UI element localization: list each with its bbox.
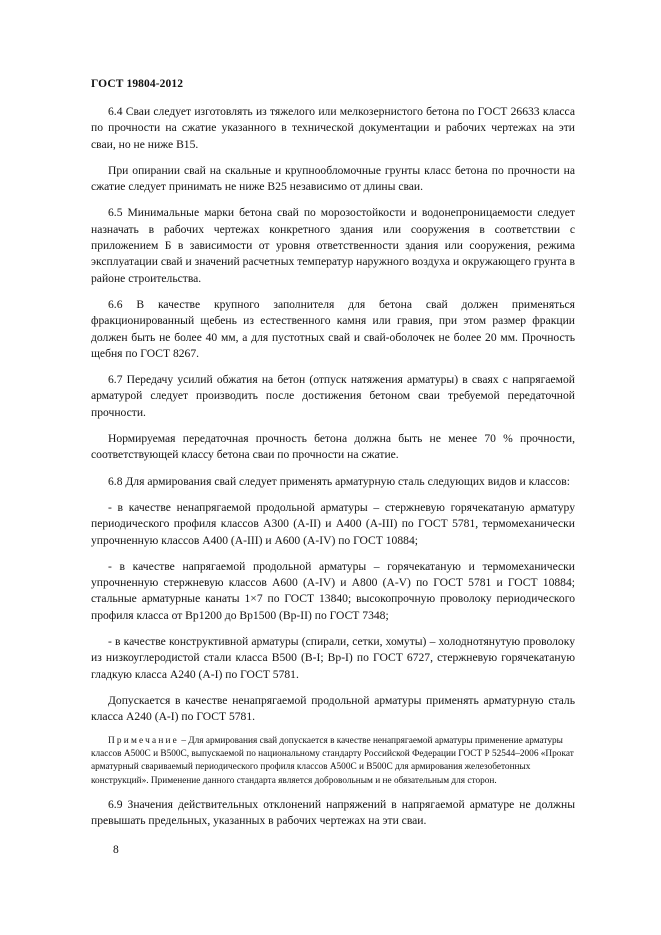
list-item-non-prestressed: - в качестве ненапрягаемой продольной арматуры – стержневую горячекатаную арматуру периодического профиля классов А300 (А-II) и А400 (А-III) по ГОСТ 5781, термомеханически упрочненную классов А400 (А-III) и А600 (А-IV) по ГОСТ 10884; <box>91 500 575 547</box>
paragraph-6-5: 6.5 Минимальные марки бетона свай по морозостойкости и водонепроницаемости следует назначать в рабочих чертежах конкретного здания или сооружения в соответствии с приложением Б в зависимости от уровня ответственности здания или сооружения, режима эксплуатации свай и значений расчетных температур наружного воздуха и окружающего грунта в районе строительства. <box>91 206 575 285</box>
paragraph-6-9: 6.9 Значения действительных отклонений напряжений в напрягаемой арматуре не должны превышать предельных, указанных в рабочих чертежах на эти сваи. <box>91 798 575 828</box>
note-text: – Для армирования свай допускается в качестве ненапрягаемой арматуры применение арматуры классов А500С и В500С, выпускаемой по национальному стандарту Российской Федерации ГОСТ Р 52544–2006 «Прокат арматурный свариваемый периодического профиля классов А500С и В500С для армирования железобетонных конструкций». Применение данного стандарта является добровольным и не обязательным для сторон. <box>91 735 574 786</box>
document-body <box>91 104 575 840</box>
paragraph-6-7: 6.7 Передачу усилий обжатия на бетон (отпуск натяжения арматуры) в сваях с напрягаемой арматурой следует производить после достижения бетоном сваи требуемой передаточной прочности. <box>91 373 575 419</box>
note <box>91 735 575 789</box>
paragraph-6-6: 6.6 В качестве крупного заполнителя для бетона свай должен применяться фракционированный щебень из естественного камня или гравия, при этом размер фракции должен быть не более 40 мм, а для пустотных свай и свай-оболочек не более 20 мм. Прочность щебня по ГОСТ 8267. <box>91 297 575 360</box>
page-number: 8 <box>113 844 119 856</box>
note-label: Примечание <box>108 735 179 746</box>
list-item-structural: - в качестве конструктивной арматуры (спирали, сетки, хомуты) – холоднотянутую проволоку из низкоуглеродистой стали класса В500 (В-I; Вр-I) по ГОСТ 6727, стержневую горячекатаную гладкую класса А240 (А-I) по ГОСТ 5781. <box>91 635 575 681</box>
paragraph-6-4: 6.4 Сваи следует изготовлять из тяжелого или мелкозернистого бетона по ГОСТ 26633 класса по прочности на сжатие указанного в технической документации и рабочих чертежах на эти сваи, но не ниже В15. <box>91 105 575 151</box>
document-header: ГОСТ 19804-2012 <box>91 78 184 90</box>
paragraph-a240-allowed: Допускается в качестве ненапрягаемой продольной арматуры применять арматурную сталь класса А240 (А-I) по ГОСТ 5781. <box>91 693 575 724</box>
paragraph-6-8: 6.8 Для армирования свай следует применять арматурную сталь следующих видов и классов: <box>108 474 570 488</box>
paragraph-rock-soils: При опирании свай на скальные и крупнообломочные грунты класс бетона по прочности на сжатие следует принимать не ниже В25 независимо от длины сваи. <box>91 163 575 194</box>
list-item-prestressed: - в качестве напрягаемой продольной арматуры – горячекатаную и термомеханически упрочненную стержневую классов А600 (А-IV) и А800 (А-V) по ГОСТ 5781 и ГОСТ 10884; стальные арматурные канаты 1×7 по ГОСТ 13840; высокопрочную проволоку периодического профиля класса от Вр1200 до Вр1500 (Вр-II) по ГОСТ 7348; <box>91 559 575 622</box>
paragraph-transfer-strength: Нормируемая передаточная прочность бетона должна быть не менее 70 % прочности, соответствующей классу бетона сваи по прочности на сжатие. <box>91 432 575 462</box>
